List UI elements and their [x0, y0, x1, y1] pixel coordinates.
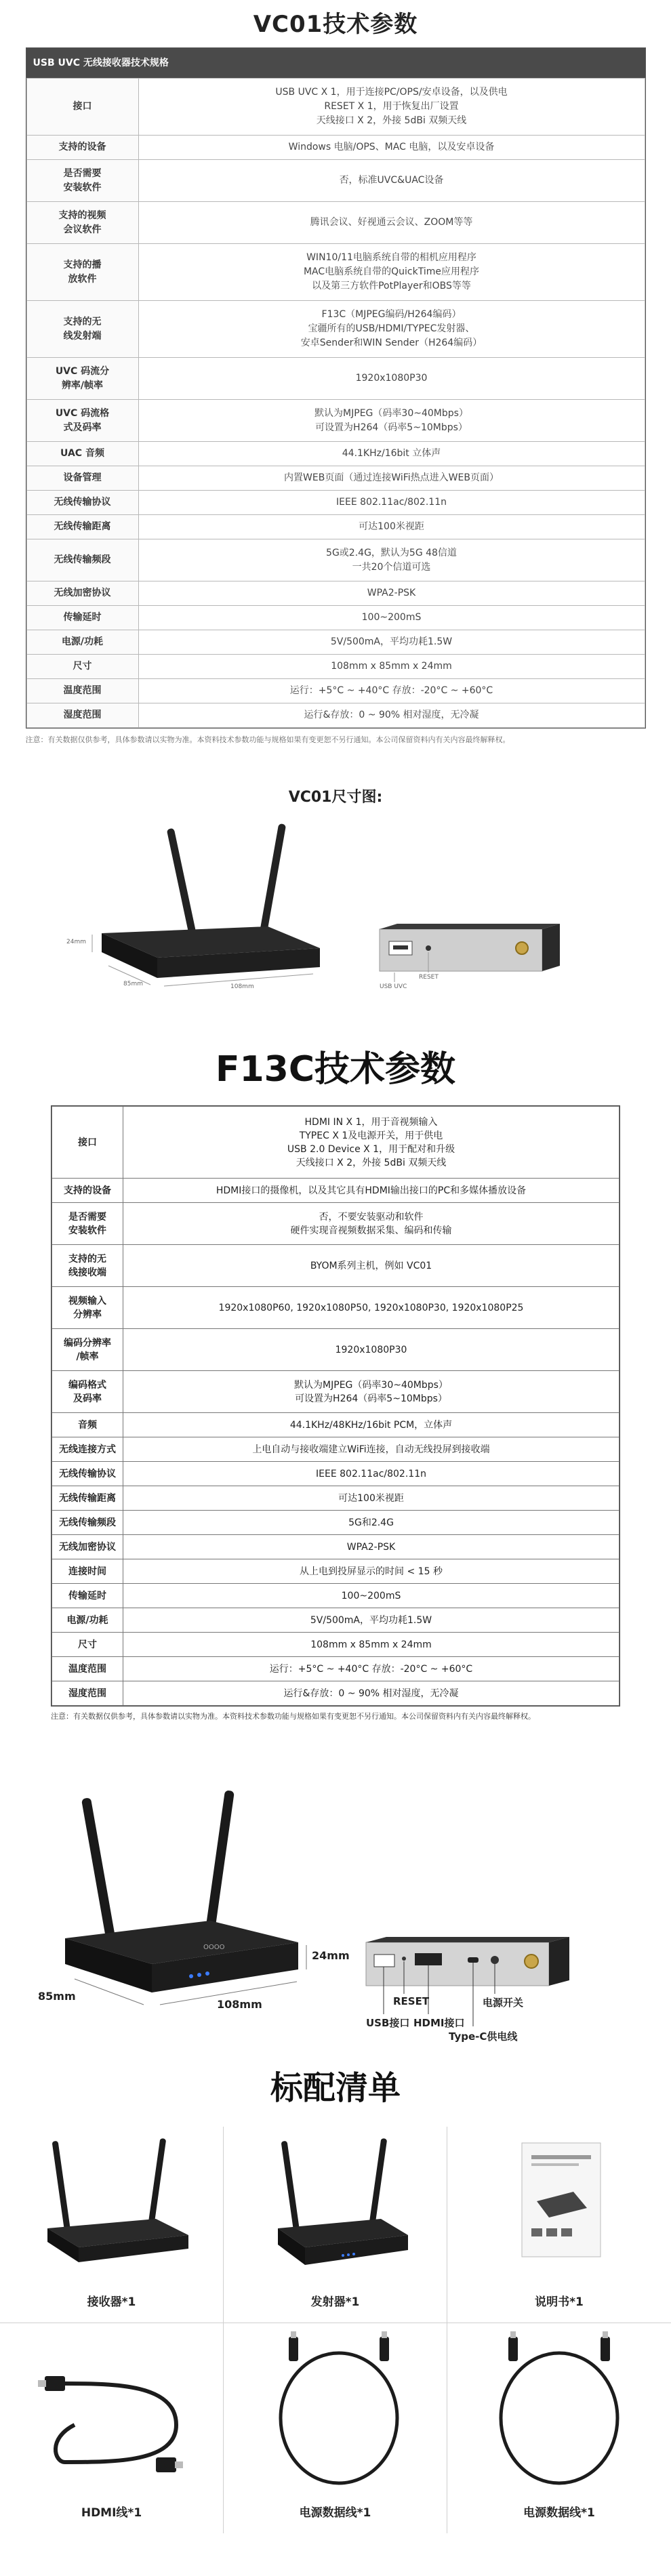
- spec-value: 5G或2.4G，默认为5G 48信道 一共20个信道可选: [138, 539, 645, 581]
- spec-row: [52, 1245, 619, 1287]
- spec-row: [52, 1535, 619, 1559]
- spec-value: 从上电到投屏显示的时间 < 15 秒: [123, 1559, 619, 1584]
- spec-key: 无线传输协议: [52, 1462, 123, 1486]
- spec-value: 1920x1080P30: [138, 358, 645, 400]
- antenna-right: [258, 823, 286, 945]
- power-cable-icon: [224, 2323, 447, 2533]
- spec-value: 否，不要安装驱动和软件 硬件实现音视频数据采集、编码和传输: [123, 1203, 619, 1245]
- spec-key: 支持的设备: [52, 1179, 123, 1203]
- f13c-height-label: 24mm: [312, 1949, 350, 1962]
- spec-key: 支持的视频 会议软件: [26, 202, 138, 244]
- f13c-length-label: 108mm: [217, 1998, 262, 2011]
- spec-value: 否，标准UVC&UAC设备: [138, 160, 645, 202]
- spec-value: WIN10/11电脑系统自带的相机应用程序 MAC电脑系统自带的QuickTime应用程序 以及第三方软件PotPlayer和OBS等等: [138, 244, 645, 301]
- spec-key: 传输延时: [26, 606, 138, 630]
- power-switch-icon: [491, 1956, 499, 1964]
- spec-row: [52, 1413, 619, 1437]
- spec-row: [26, 539, 645, 581]
- spec-value: 44.1KHz/48KHz/16bit PCM，立体声: [123, 1413, 619, 1437]
- led-icon: [189, 1974, 193, 1978]
- spec-value: Windows 电脑/OPS、MAC 电脑，以及安卓设备: [138, 136, 645, 160]
- vc01-usb-label: USB UVC: [380, 983, 407, 990]
- spec-value: 1920x1080P60, 1920x1080P50, 1920x1080P30, 1920x1080P25: [123, 1287, 619, 1329]
- package-item-label: HDMI线*1: [81, 2506, 142, 2520]
- spec-row: [52, 1633, 619, 1657]
- package-item-transmitter: [224, 2127, 447, 2323]
- vc01-spec-title: VC01技术参数: [253, 11, 418, 38]
- spec-row: [26, 400, 645, 442]
- spec-key: 传输延时: [52, 1584, 123, 1608]
- spec-row: [26, 703, 645, 728]
- spec-row: [52, 1107, 619, 1179]
- spec-key: 温度范围: [26, 679, 138, 703]
- spec-row: [26, 655, 645, 679]
- spec-key: 支持的无 线发射端: [26, 301, 138, 358]
- vc01-dimension-title: VC01尺寸图:: [288, 789, 383, 806]
- spec-row: [52, 1681, 619, 1706]
- antenna-left: [167, 828, 199, 945]
- spec-value: HDMI接口的摄像机，以及其它具有HDMI输出接口的PC和多媒体播放设备: [123, 1179, 619, 1203]
- vc01-width-label: 85mm: [123, 981, 143, 987]
- f13c-power-switch-label: 电源开关: [483, 1997, 524, 2009]
- vc01-device-illustration: [0, 813, 671, 1016]
- spec-key: 无线加密协议: [52, 1535, 123, 1559]
- package-item-label: 说明书*1: [535, 2295, 584, 2309]
- package-item-power-cable-b: [447, 2323, 671, 2533]
- spec-row: [26, 466, 645, 491]
- spec-value: 运行：+5°C ~ +40°C 存放：-20°C ~ +60°C: [123, 1657, 619, 1681]
- spec-key: 尺寸: [26, 655, 138, 679]
- spec-key: UVC 码流格 式及码率: [26, 400, 138, 442]
- spec-key: 电源/功耗: [52, 1608, 123, 1633]
- spec-row: [52, 1657, 619, 1681]
- antenna-left: [81, 1797, 117, 1946]
- spec-row: [26, 301, 645, 358]
- spec-value: 内置WEB页面（通过连接WiFi热点进入WEB页面）: [138, 466, 645, 491]
- spec-value: 可达100米视距: [123, 1486, 619, 1511]
- spec-row: [52, 1437, 619, 1462]
- spec-row: [52, 1329, 619, 1371]
- spec-key: 视频输入 分辨率: [52, 1287, 123, 1329]
- spec-key: 电源/功耗: [26, 630, 138, 655]
- vc01-disclaimer-note: 注意：有关数据仅供参考，具体参数请以实物为准。本资料技术参数功能与规格如果有变更恕不另行通知。本公司保留资料内有关内容最终解释权。: [25, 735, 510, 744]
- spec-row: [26, 606, 645, 630]
- f13c-dimension-figure: [0, 1749, 671, 2047]
- power-cable-icon: [447, 2323, 671, 2533]
- vc01-dimension-figure: [0, 813, 671, 1016]
- vc01-reset-label: RESET: [419, 974, 439, 981]
- spec-row: [52, 1462, 619, 1486]
- vc01-spec-table: [26, 47, 646, 729]
- spec-row: [52, 1584, 619, 1608]
- spec-key: 设备管理: [26, 466, 138, 491]
- spec-value: 默认为MJPEG（码率30~40Mbps） 可设置为H264（码率5~10Mbps）: [123, 1371, 619, 1413]
- spec-key: 无线传输频段: [26, 539, 138, 581]
- reset-button-icon: [426, 945, 431, 951]
- spec-value: 1920x1080P30: [123, 1329, 619, 1371]
- package-contents-title: 标配清单: [270, 2069, 401, 2107]
- spec-row: [52, 1287, 619, 1329]
- spec-value: 运行&存放：0 ~ 90% 相对湿度，无冷凝: [138, 703, 645, 728]
- f13c-usb-label: USB接口: [366, 2017, 410, 2029]
- f13c-spec-table: [51, 1105, 620, 1706]
- antenna-connector-icon: [525, 1955, 538, 1968]
- typec-port-icon: [468, 1957, 479, 1963]
- spec-row: [26, 79, 645, 136]
- spec-key: 音频: [52, 1413, 123, 1437]
- spec-row: [52, 1179, 619, 1203]
- spec-row: [26, 244, 645, 301]
- spec-value: 腾讯会议、好视通云会议、ZOOM等等: [138, 202, 645, 244]
- spec-key: 无线传输距离: [26, 515, 138, 539]
- package-item-power-cable-a: [224, 2323, 447, 2533]
- spec-row: [52, 1608, 619, 1633]
- spec-value: F13C（MJPEG编码/H264编码） 宝疆所有的USB/HDMI/TYPEC发射器、 安卓Sender和WIN Sender（H264编码）: [138, 301, 645, 358]
- spec-row: [26, 679, 645, 703]
- usb-port-icon: [374, 1955, 394, 1967]
- spec-row: [52, 1371, 619, 1413]
- spec-key: 无线传输协议: [26, 491, 138, 515]
- spec-key: 尺寸: [52, 1633, 123, 1657]
- spec-value: 5V/500mA，平均功耗1.5W: [123, 1608, 619, 1633]
- package-item-label: 接收器*1: [87, 2295, 136, 2309]
- spec-key: 温度范围: [52, 1657, 123, 1681]
- brand-logo: OOOO: [203, 1944, 225, 1951]
- spec-row: [52, 1559, 619, 1584]
- vc01-length-label: 108mm: [230, 983, 254, 990]
- spec-key: UVC 码流分 辨率/帧率: [26, 358, 138, 400]
- spec-key: 接口: [26, 79, 138, 136]
- reset-button-icon: [402, 1957, 406, 1961]
- spec-value: 上电自动与接收端建立WiFi连接，自动无线投屏到接收端: [123, 1437, 619, 1462]
- spec-row: [26, 581, 645, 606]
- spec-value: WPA2-PSK: [123, 1535, 619, 1559]
- spec-value: 默认为MJPEG（码率30~40Mbps） 可设置为H264（码率5~10Mbps）: [138, 400, 645, 442]
- spec-value: 可达100米视距: [138, 515, 645, 539]
- vc01-table-header: USB UVC 无线接收器技术规格: [26, 48, 645, 78]
- spec-value: USB UVC X 1，用于连接PC/OPS/安卓设备，以及供电 RESET X 1，用于恢复出厂设置 天线接口 X 2，外接 5dBi 双频天线: [138, 79, 645, 136]
- spec-key: 支持的播 放软件: [26, 244, 138, 301]
- spec-key: UAC 音频: [26, 442, 138, 466]
- spec-row: [52, 1511, 619, 1535]
- vc01-height-label: 24mm: [66, 939, 86, 945]
- spec-key: 是否需要 安装软件: [52, 1203, 123, 1245]
- antenna-connector-icon: [516, 942, 528, 954]
- f13c-disclaimer-note: 注意：有关数据仅供参考，具体参数请以实物为准。本资料技术参数功能与规格如果有变更恕不另行通知。本公司保留资料内有关内容最终解释权。: [51, 1712, 535, 1721]
- spec-value: 运行：+5°C ~ +40°C 存放：-20°C ~ +60°C: [138, 679, 645, 703]
- spec-value: BYOM系列主机，例如 VC01: [123, 1245, 619, 1287]
- spec-key: 支持的无 线接收端: [52, 1245, 123, 1287]
- spec-value: 108mm x 85mm x 24mm: [138, 655, 645, 679]
- spec-key: 湿度范围: [52, 1681, 123, 1706]
- hdmi-port-icon: [415, 1953, 442, 1965]
- spec-value: 100~200mS: [138, 606, 645, 630]
- spec-key: 无线连接方式: [52, 1437, 123, 1462]
- spec-row: [26, 160, 645, 202]
- spec-key: 是否需要 安装软件: [26, 160, 138, 202]
- spec-key: 编码分辨率 /帧率: [52, 1329, 123, 1371]
- f13c-hdmi-label: HDMI接口: [413, 2017, 465, 2029]
- spec-row: [52, 1203, 619, 1245]
- spec-row: [26, 491, 645, 515]
- spec-key: 支持的设备: [26, 136, 138, 160]
- spec-row: [26, 202, 645, 244]
- spec-row: [26, 630, 645, 655]
- spec-row: [52, 1486, 619, 1511]
- package-item-receiver: [0, 2127, 224, 2323]
- hdmi-cable-icon: [0, 2323, 224, 2533]
- package-item-label: 电源数据线*1: [523, 2506, 595, 2520]
- package-item-manual: [447, 2127, 671, 2323]
- spec-value: 5V/500mA，平均功耗1.5W: [138, 630, 645, 655]
- spec-value: HDMI IN X 1，用于音视频输入 TYPEC X 1及电源开关，用于供电 USB 2.0 Device X 1，用于配对和升级 天线接口 X 2，外接 5dBi 双频天线: [123, 1107, 619, 1179]
- spec-key: 编码格式 及码率: [52, 1371, 123, 1413]
- f13c-spec-title: F13C技术参数: [215, 1049, 456, 1090]
- spec-value: 5G和2.4G: [123, 1511, 619, 1535]
- spec-key: 连接时间: [52, 1559, 123, 1584]
- package-item-label: 发射器*1: [310, 2295, 360, 2309]
- f13c-width-label: 85mm: [38, 1990, 76, 2003]
- spec-value: IEEE 802.11ac/802.11n: [138, 491, 645, 515]
- f13c-device-illustration: [0, 1749, 671, 2047]
- spec-key: 无线加密协议: [26, 581, 138, 606]
- spec-value: 44.1KHz/16bit 立体声: [138, 442, 645, 466]
- package-item-label: 电源数据线*1: [299, 2506, 371, 2520]
- spec-key: 无线传输频段: [52, 1511, 123, 1535]
- spec-key: 接口: [52, 1107, 123, 1179]
- spec-key: 无线传输距离: [52, 1486, 123, 1511]
- spec-key: 湿度范围: [26, 703, 138, 728]
- spec-value: IEEE 802.11ac/802.11n: [123, 1462, 619, 1486]
- spec-row: [26, 358, 645, 400]
- package-item-hdmi-cable: [0, 2323, 224, 2533]
- f13c-typec-label: Type-C供电线: [449, 2030, 518, 2043]
- spec-value: WPA2-PSK: [138, 581, 645, 606]
- spec-value: 108mm x 85mm x 24mm: [123, 1633, 619, 1657]
- spec-value: 运行&存放：0 ~ 90% 相对湿度，无冷凝: [123, 1681, 619, 1706]
- spec-value: 100~200mS: [123, 1584, 619, 1608]
- package-contents-grid: [0, 2127, 671, 2533]
- f13c-reset-label: RESET: [393, 1995, 430, 2007]
- spec-row: [26, 515, 645, 539]
- spec-row: [26, 136, 645, 160]
- spec-row: [26, 442, 645, 466]
